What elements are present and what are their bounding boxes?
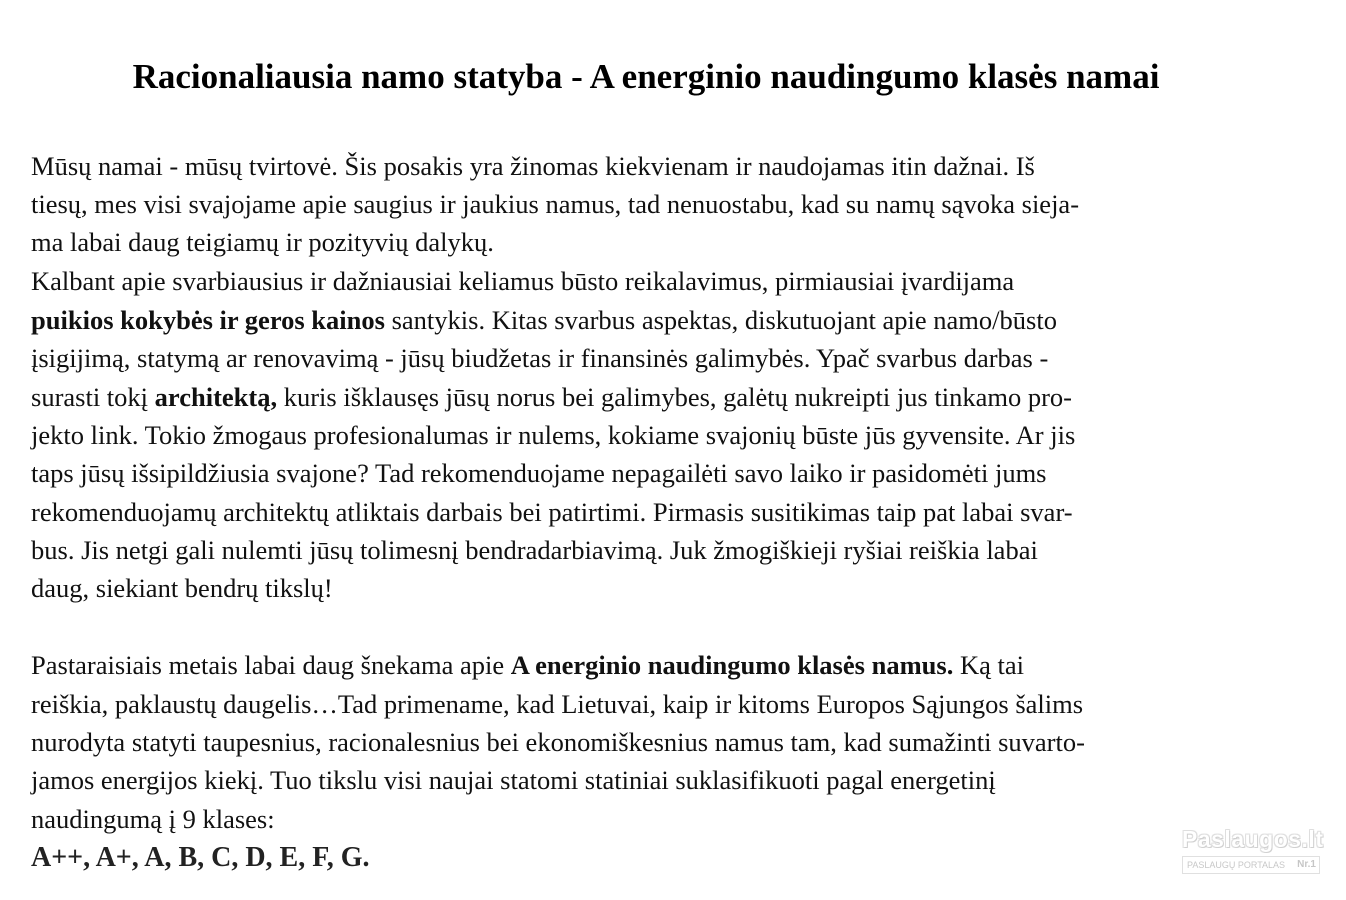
text-span: santykis. Kitas svarbus aspektas, diskutuojant apie namo/būsto xyxy=(384,305,1057,335)
page-title: Racionaliausia namo statyba - A energinio naudingumo klasės namai xyxy=(132,57,1160,96)
text-line: įsigijimą, statymą ar renovavimą - jūsų biudžetas ir finansinės galimybės. Ypač svarbus darbas - xyxy=(31,343,1049,373)
text-line: Kalbant apie svarbiausius ir dažniausiai keliamus būsto reikalavimus, pirmiausiai įvardijama xyxy=(31,266,1015,296)
energy-class-list: A++, A+, A, B, C, D, E, F, G. xyxy=(31,842,370,873)
bold-phrase: architektą, xyxy=(154,382,278,412)
text-line: rekomenduojamų architektų atliktais darbais bei patirtimi. Pirmasis susitikimas taip pat labai svar- xyxy=(31,497,1073,527)
text-line: jekto link. Tokio žmogaus profesionalumas ir nulems, kokiame svajonių būste jūs gyvensite. Ar jis xyxy=(31,420,1076,450)
text-line: jamos energijos kiekį. Tuo tikslu visi naujai statomi statiniai suklasifikuoti pagal energetinį xyxy=(31,765,996,795)
text-line: daug, siekiant bendrų tikslų! xyxy=(31,573,333,603)
text-line xyxy=(31,646,1024,684)
text-line: taps jūsų išsipildžiusia svajone? Tad rekomenduojame nepagailėti savo laiko ir pasidomėti jums xyxy=(31,458,1047,488)
text-line: nurodyta statyti taupesnius, racionalesnius bei ekonomiškesnius namus tam, kad sumažinti suvarto- xyxy=(31,727,1085,757)
text-line: Mūsų namai - mūsų tvirtovė. Šis posakis yra žinomas kiekvienam ir naudojamas itin dažnai. Iš xyxy=(31,151,1035,181)
watermark-logo xyxy=(1182,826,1322,878)
text-line xyxy=(31,378,1072,416)
watermark-badge: Nr.1 xyxy=(1297,859,1316,870)
text-line: bus. Jis netgi gali nulemti jūsų tolimesnį bendradarbiavimą. Juk žmogiškieji ryšiai reiškia labai xyxy=(31,535,1038,565)
bold-phrase: puikios kokybės ir geros kainos xyxy=(31,305,385,335)
text-line: tiesų, mes visi svajojame apie saugius ir jaukius namus, tad nenuostabu, kad su namų sąvoka sieja- xyxy=(31,189,1080,219)
text-line xyxy=(31,301,1057,339)
text-line: ma labai daug teigiamų ir pozityvių dalykų. xyxy=(31,227,494,257)
bold-phrase: A energinio naudingumo klasės namus. xyxy=(510,650,954,680)
watermark-brand: Paslaugos.lt xyxy=(1182,826,1324,852)
watermark-subtitle-box xyxy=(1182,856,1320,874)
text-span: Ką tai xyxy=(953,650,1024,680)
text-line: reiškia, paklaustų daugelis…Tad primename, kad Lietuvai, kaip ir kitoms Europos Sąjungos šalims xyxy=(31,689,1084,719)
watermark-subtitle: PASLAUGŲ PORTALAS xyxy=(1187,860,1286,870)
text-line: naudingumą į 9 klases: xyxy=(31,804,275,834)
text-span: surasti tokį xyxy=(31,382,155,412)
text-span: Pastaraisiais metais labai daug šnekama apie xyxy=(31,650,511,680)
text-span: kuris išklausęs jūsų norus bei galimybes, galėtų nukreipti jus tinkamo pro- xyxy=(277,382,1072,412)
